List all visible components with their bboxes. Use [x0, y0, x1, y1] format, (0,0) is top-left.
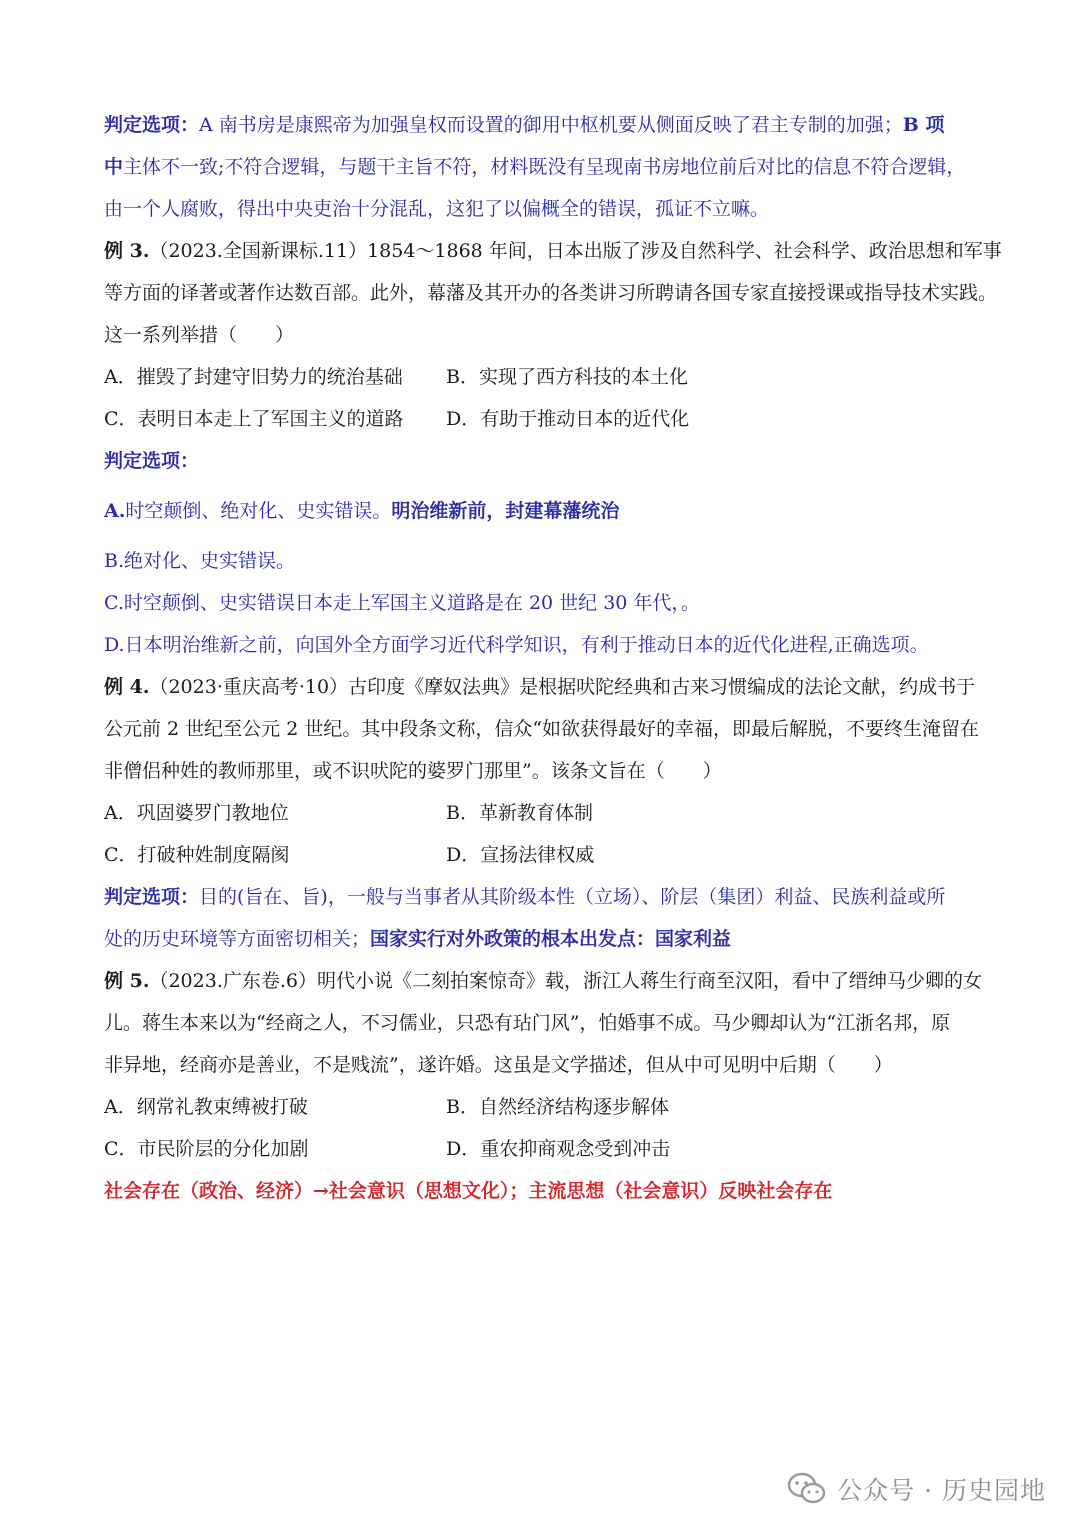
judge-label: 判定选项： [104, 886, 200, 908]
document-page [104, 104, 1002, 1212]
analysis-3-b: B.绝对化、史实错误。 [104, 550, 296, 572]
example-3-line-3: 这一系列举措（ ） [104, 324, 295, 346]
example-3-options-ab [104, 356, 984, 398]
option-c: C．打破种姓制度隔阂 [104, 844, 290, 866]
example-number: 例 3. [104, 240, 150, 262]
option-b: B．自然经济结构逐步解体 [446, 1096, 669, 1118]
watermark-text: 公众号 · 历史园地 [837, 1476, 1046, 1505]
option-d: D．重农抑商观念受到冲击 [446, 1138, 671, 1160]
analysis-3-d: D.日本明治维新之前，向国外全方面学习近代科学知识，有利于推动日本的近代化进程,正确选项。 [104, 634, 929, 656]
option-c: C．市民阶层的分化加剧 [104, 1138, 309, 1160]
judge-heading: 判定选项： [104, 450, 200, 472]
example-4-line-3: 非僧侣种姓的教师那里，或不识吠陀的婆罗门那里”。该条文旨在（ ） [104, 760, 722, 782]
summary-note: 社会存在（政治、经济）→社会意识（思想文化）；主流思想（社会意识）反映社会存在 [104, 1180, 833, 1202]
example-number: 例 5. [104, 970, 150, 992]
example-3-options-cd [104, 398, 984, 440]
watermark [787, 1471, 1046, 1507]
option-b: B．实现了西方科技的本土化 [446, 366, 688, 388]
example-3-line-1: 例 3.（2023.全国新课标.11）1854～1868 年间，日本出版了涉及自然科学、社会科学、政治思想和军事 [104, 240, 1002, 262]
example-5-options-ab [104, 1086, 984, 1128]
analysis-3-a: A.时空颠倒、绝对化、史实错误。明治维新前，封建幕藩统治 [104, 500, 620, 522]
analysis-1-line-1: 判定选项：A 南书房是康熙帝为加强皇权而设置的御用中枢机要从侧面反映了君主专制的加强；B 项 [104, 114, 945, 136]
example-4-line-2: 公元前 2 世纪至公元 2 世纪。其中段条文称，信众“如欲获得最好的幸福，即最后解脱，不要终生淹留在 [104, 718, 980, 740]
option-a: A．巩固婆罗门教地位 [104, 802, 289, 824]
example-number: 例 4. [104, 676, 150, 698]
example-4-options-ab [104, 792, 984, 834]
example-5-options-cd [104, 1128, 984, 1170]
option-a: A．摧毁了封建守旧势力的统治基础 [104, 366, 403, 388]
analysis-4-line-2: 处的历史环境等方面密切相关；国家实行对外政策的根本出发点：国家利益 [104, 928, 732, 950]
option-a: A．纲常礼教束缚被打破 [104, 1096, 308, 1118]
example-5-line-1: 例 5.（2023.广东卷.6）明代小说《二刻拍案惊奇》载，浙江人蒋生行商至汉阳，看中了缙绅马少卿的女 [104, 970, 982, 992]
analysis-3-c: C.时空颠倒、史实错误日本走上军国主义道路是在 20 世纪 30 年代，。 [104, 592, 700, 614]
option-d: D．有助于推动日本的近代化 [446, 408, 690, 430]
wechat-icon [787, 1472, 827, 1506]
example-3-line-2: 等方面的译著或著作达数百部。此外，幕藩及其开办的各类讲习所聘请各国专家直接授课或指导技术实践。 [104, 282, 998, 304]
example-4-line-1: 例 4.（2023·重庆高考·10）古印度《摩奴法典》是根据吠陀经典和古来习惯编成的法论文献，约成书于 [104, 676, 976, 698]
example-5-line-2: 儿。蒋生本来以为“经商之人，不习儒业，只恐有玷门风”，怕婚事不成。马少卿却认为“江浙名邦，原 [104, 1012, 951, 1034]
analysis-1-line-3: 由一个人腐败，得出中央吏治十分混乱，这犯了以偏概全的错误，孤证不立嘛。 [104, 198, 770, 220]
analysis-4-line-1: 判定选项：目的(旨在、旨)，一般与当事者从其阶级本性（立场）、阶层（集团）利益、民族利益或所 [104, 886, 946, 908]
example-4-options-cd [104, 834, 984, 876]
example-5-line-3: 非异地，经商亦是善业，不是贱流”，遂许婚。这虽是文学描述，但从中可见明中后期（ ） [104, 1054, 893, 1076]
option-c: C．表明日本走上了军国主义的道路 [104, 408, 404, 430]
analysis-1-line-2: 中主体不一致;不符合逻辑，与题干主旨不符，材料既没有呈现南书房地位前后对比的信息不符合逻辑， [104, 156, 966, 178]
option-d: D．宣扬法律权威 [446, 844, 595, 866]
judge-label: 判定选项： [104, 114, 200, 136]
option-b: B．革新教育体制 [446, 802, 593, 824]
